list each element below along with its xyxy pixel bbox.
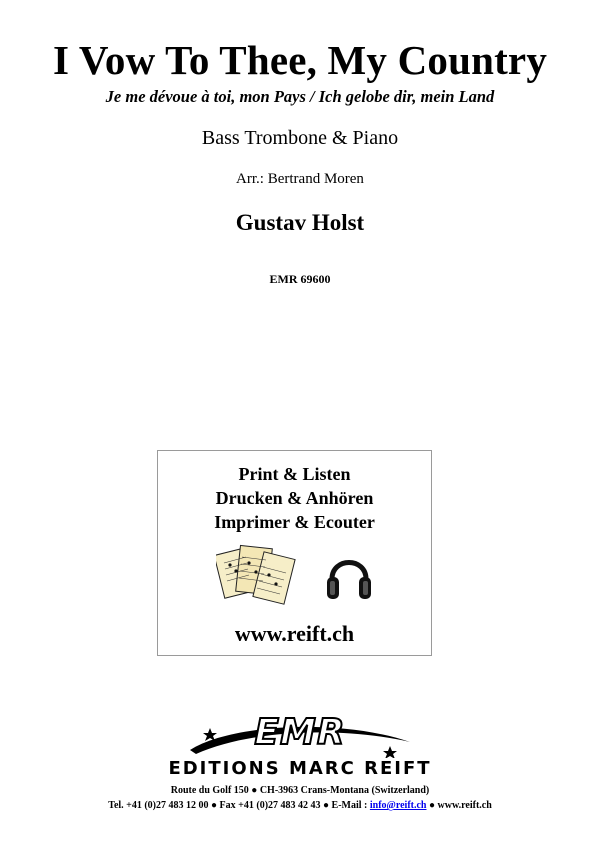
- logo-emr-mark: EMR: [254, 712, 346, 753]
- catalog-number: EMR 69600: [269, 272, 331, 286]
- composer: Gustav Holst: [235, 210, 365, 235]
- subtitle: Je me dévoue à toi, mon Pays / Ich gelobe dir, mein Land: [105, 87, 495, 106]
- logo-publisher-name: EDITIONS MARC REIFT: [168, 758, 432, 779]
- publisher-contact: [0, 800, 600, 811]
- promo-line-french: Imprimer & Ecouter: [214, 512, 375, 532]
- print-listen-box: [157, 450, 432, 656]
- contact-website: ● www.reift.ch: [426, 800, 492, 811]
- publisher-logo: [150, 712, 450, 782]
- sheet-music-icon: [216, 541, 296, 609]
- email-link[interactable]: info@reift.ch: [369, 800, 427, 811]
- publisher-address: Route du Golf 150 ● CH-3963 Crans-Montana (Switzerland): [170, 785, 430, 796]
- contact-phone-fax: Tel. +41 (0)27 483 12 00 ● Fax +41 (0)27 483 42 43 ● E-Mail :: [108, 800, 370, 811]
- promo-line-german: Drucken & Anhören: [215, 488, 374, 508]
- instrumentation: Bass Trombone & Piano: [201, 127, 399, 149]
- promo-line-english: Print & Listen: [238, 464, 351, 484]
- promo-url[interactable]: www.reift.ch: [234, 621, 355, 646]
- headphones-icon: [324, 549, 374, 604]
- arranger: Arr.: Bertrand Moren: [236, 171, 364, 187]
- page-title: I Vow To Thee, My Country: [52, 37, 548, 83]
